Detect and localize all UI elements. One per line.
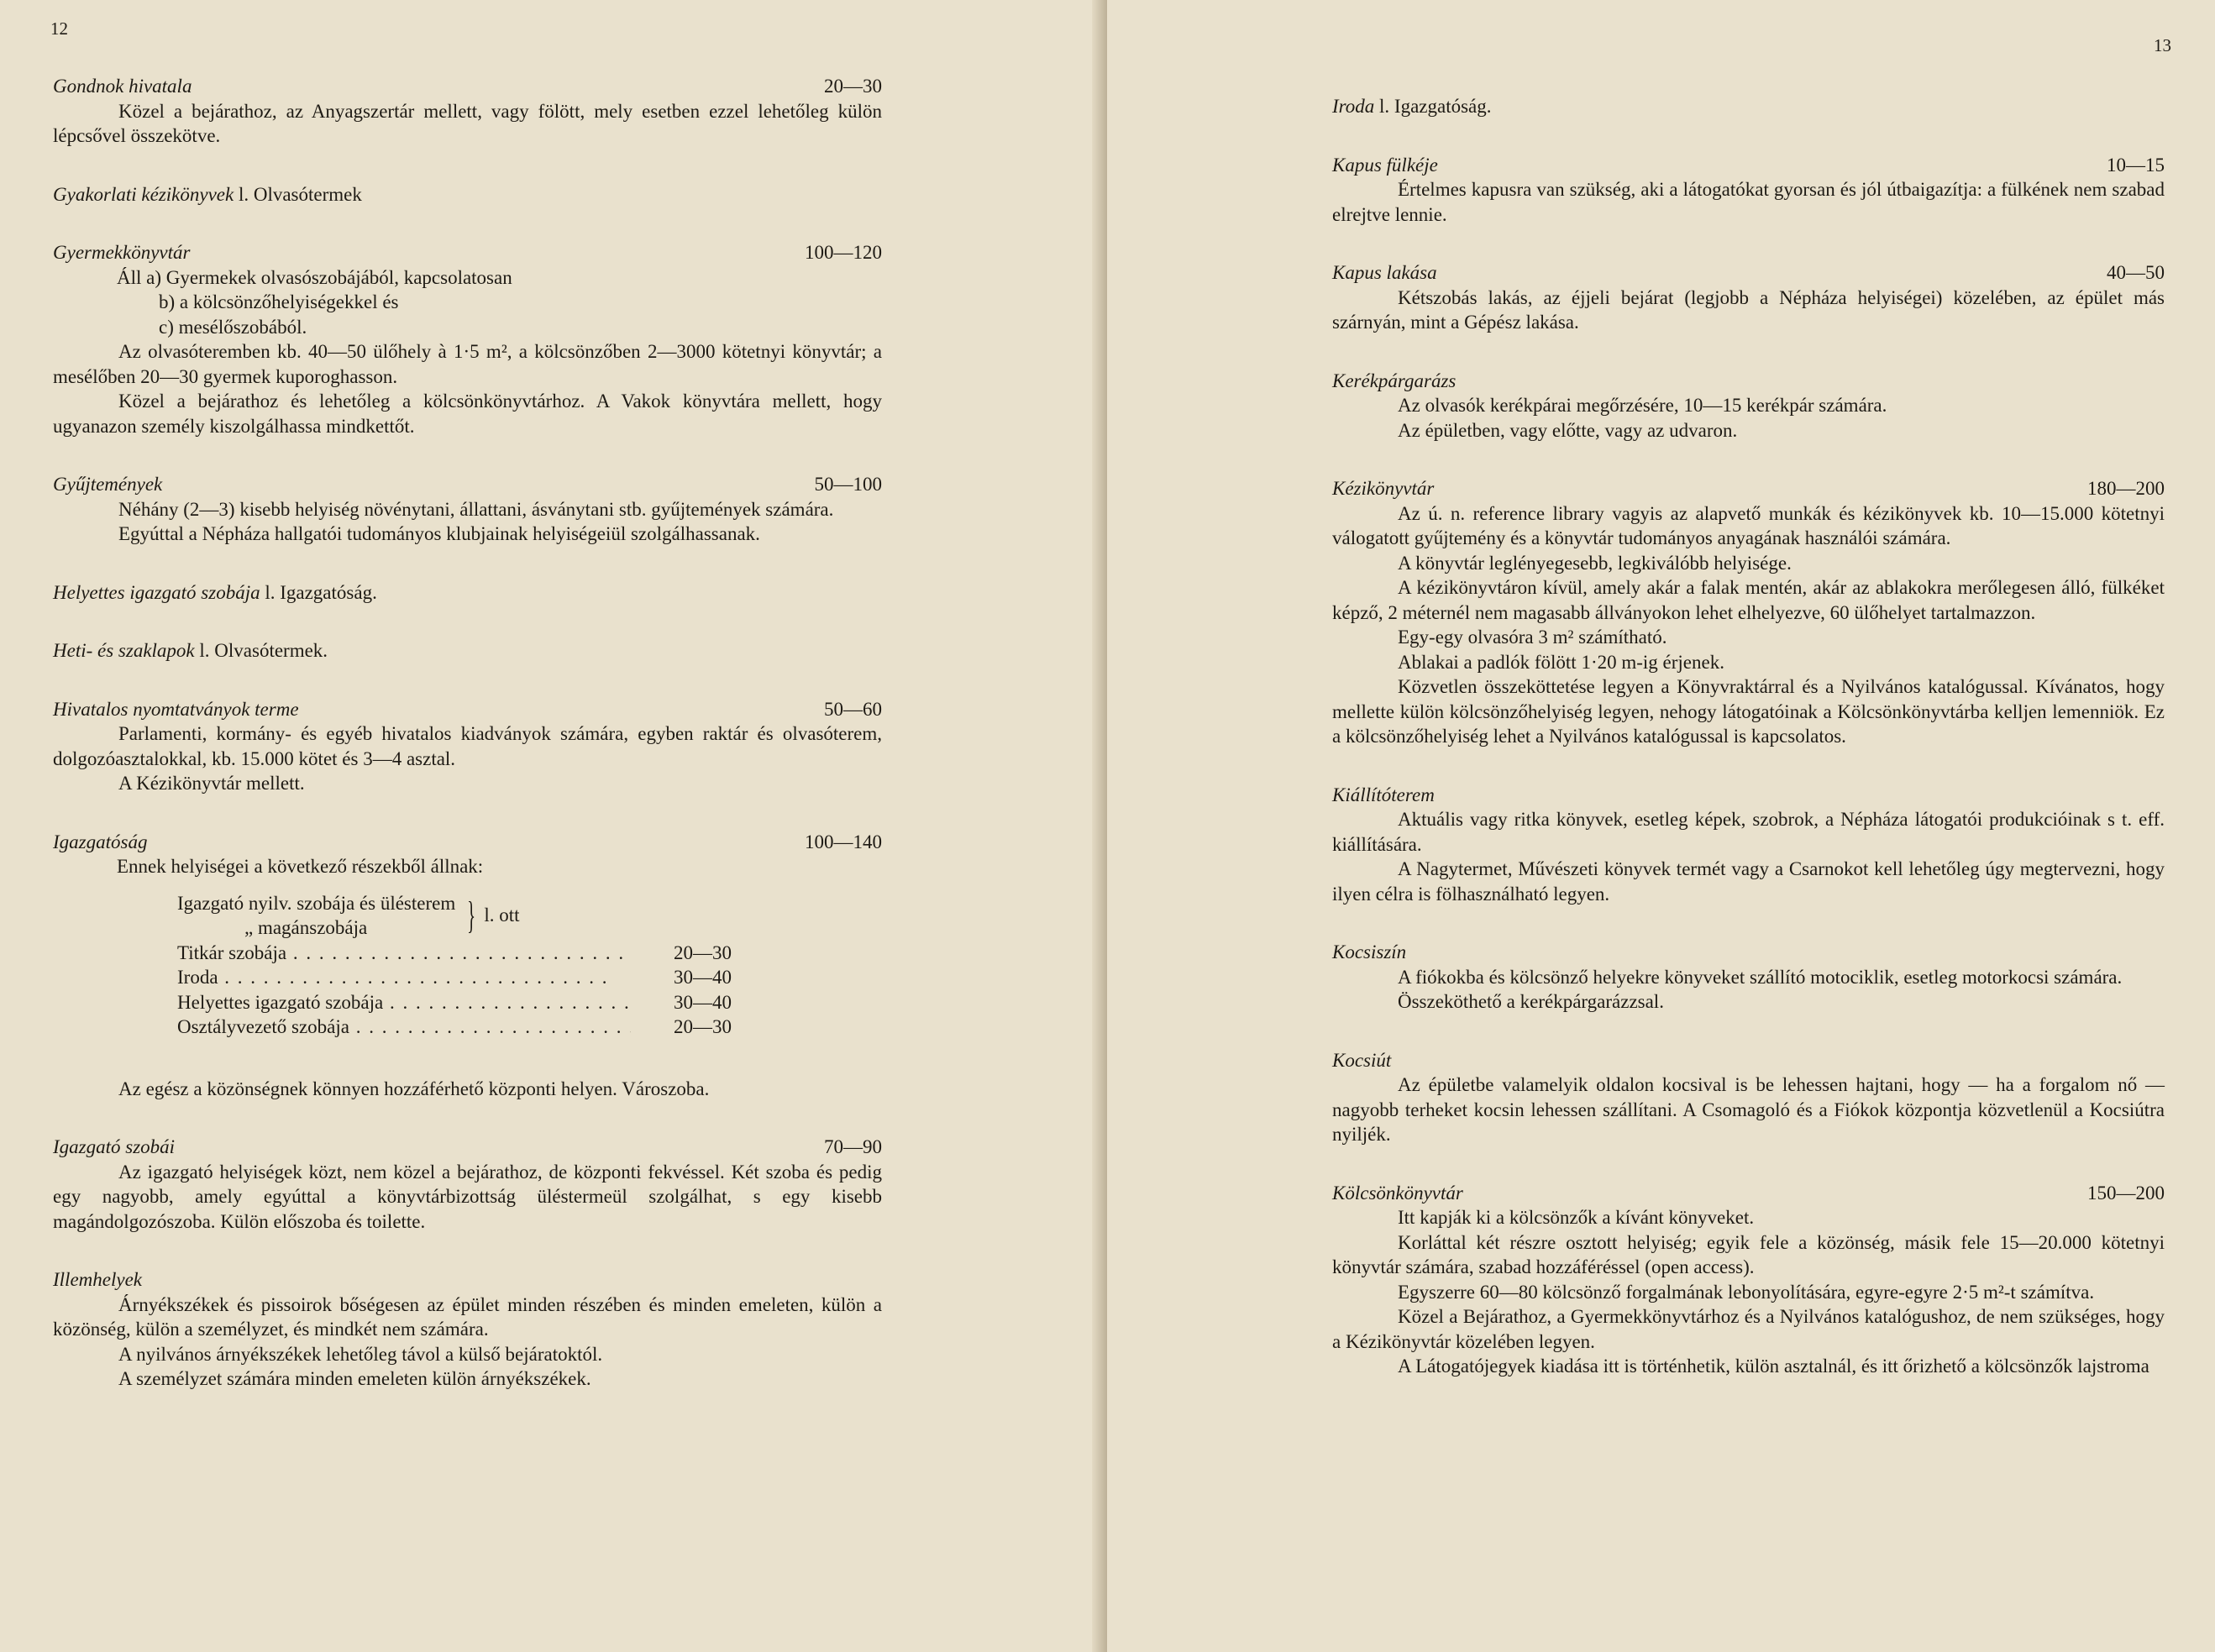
entry-kapus-lakasa bbox=[1332, 260, 2165, 335]
page-number: 12 bbox=[50, 18, 68, 39]
entry-title: Helyettes igazgató szobája bbox=[53, 581, 260, 603]
room-name: Iroda . . . bbox=[177, 965, 631, 990]
entry-range: 10—15 bbox=[2107, 154, 2165, 176]
entry-paragraph: Egyúttal a Népháza hallgatói tudományos klubjainak helyiségeiül szolgálhassanak. bbox=[118, 523, 760, 544]
entry-title: Hivatalos nyomtatványok terme bbox=[53, 698, 299, 720]
entry-title: Gyűjtemények bbox=[53, 474, 163, 495]
room-row bbox=[177, 941, 732, 966]
entry-range: 20—30 bbox=[824, 76, 882, 97]
entry-title: Kézikönyvtár bbox=[1332, 478, 1435, 499]
entry-head bbox=[1332, 1181, 2165, 1206]
entry-head bbox=[53, 240, 882, 265]
entry-paragraph: Árnyékszékek és pissoirok bőségesen az épület minden részében és minden emeleten, külön a közönség, külön a személyzet, és mindkét nem számára. bbox=[53, 1293, 882, 1340]
list-line: c) mesélőszobából. bbox=[159, 316, 307, 338]
entry-igazgato-szobai bbox=[53, 1135, 882, 1234]
entry-paragraph: Az igazgató helyiségek közt, nem közel a bejárathoz, de központi fekvéssel. Két szoba és pedig egy nagyobb, amely egyúttal a könyvtárbizottság üléstermeül szolgálhat, s egy kisebb magándolgozószoba. Külön előszoba és toilette. bbox=[53, 1161, 882, 1232]
entry-head bbox=[1332, 153, 2165, 178]
entry-gondnok-hivatala bbox=[53, 74, 882, 149]
room-value: 20—30 bbox=[674, 941, 732, 963]
entry-kerekpargarazs bbox=[1332, 369, 2165, 443]
entry-title: Iroda bbox=[1332, 96, 1375, 117]
room-name: Helyettes igazgató szobája . . . bbox=[177, 990, 631, 1015]
entry-kiallitoterem bbox=[1332, 783, 2165, 907]
entry-paragraph: Az olvasóteremben kb. 40—50 ülőhely à 1·5 m², a kölcsönzőben 2—3000 kötetnyi könyvtár; a mesélőben 20—30 gyermek kuporoghasson. bbox=[53, 341, 882, 387]
list-line: Áll a) Gyermekek olvasószobájából, kapcsolatosan bbox=[117, 266, 512, 288]
entry-title: Kapus fülkéje bbox=[1332, 154, 1438, 176]
entry-iroda bbox=[1332, 94, 2165, 119]
entry-paragraph: Közel a bejárathoz, az Anyagszertár mellett, vagy fölött, mely esetben ezzel lehetőleg külön lépcsővel összekötve. bbox=[53, 100, 882, 146]
room-value: 20—30 bbox=[674, 1016, 732, 1037]
entry-head bbox=[53, 580, 882, 606]
entry-paragraph: Ennek helyiségei a következő részekből állnak: bbox=[117, 856, 484, 877]
entry-range: 70—90 bbox=[824, 1136, 882, 1157]
entry-head bbox=[53, 638, 882, 663]
entry-kocsiszin bbox=[1332, 940, 2165, 1015]
entry-see-ref: l. Olvasótermek. bbox=[199, 640, 328, 661]
entry-kezikonyvtar bbox=[1332, 476, 2165, 749]
room-value: 30—40 bbox=[674, 991, 732, 1013]
entry-head bbox=[53, 1267, 882, 1293]
entry-title: Heti- és szaklapok bbox=[53, 640, 195, 661]
entry-gyakorlati-kezikonyvek bbox=[53, 182, 882, 207]
entry-paragraph: Közvetlen összeköttetése legyen a Könyvraktárral és a Nyilvános katalógussal. Kívánatos, hogy mellette külön kölcsönzőhelyiség legyen, nehogy látogatóinak a Kölcsönkönyvtárba kelljen lemenniök. Ez a kölcsönzőhelyiség lehet a Nyilvános katalógussal is kapcsolatos. bbox=[1332, 676, 2165, 747]
entry-head bbox=[1332, 94, 2165, 119]
entry-igazgatosag bbox=[53, 830, 882, 1102]
entry-paragraph: Az egész a közönségnek könnyen hozzáférhető központi helyen. Városzoba. bbox=[118, 1078, 710, 1099]
entry-paragraph: A nyilvános árnyékszékek lehetőleg távol a külső bejáratoktól. bbox=[118, 1343, 603, 1365]
entry-title: Kapus lakása bbox=[1332, 262, 1437, 283]
entry-head bbox=[1332, 940, 2165, 965]
entry-head bbox=[1332, 369, 2165, 394]
entry-paragraph: Az épületben, vagy előtte, vagy az udvaron. bbox=[1398, 419, 1738, 441]
entry-range: 50—60 bbox=[824, 698, 882, 720]
entry-paragraph: A Nagytermet, Művészeti könyvek termét vagy a Csarnokot kell lehetőleg úgy megtervezni, hogy ilyen célra is fölhasználható legyen. bbox=[1332, 858, 2165, 905]
rooms-table bbox=[177, 891, 732, 1040]
entry-paragraph: Közel a bejárathoz és lehetőleg a kölcsönkönyvtárhoz. A Vakok könyvtára mellett, hogy ugyanazon személy kiszolgálhassa mindkettőt. bbox=[53, 391, 882, 437]
brace-ref: l. ott bbox=[484, 905, 520, 926]
entry-paragraph: Itt kapják ki a kölcsönzők a kívánt könyveket. bbox=[1398, 1207, 1755, 1228]
entry-helyettes-igazgato bbox=[53, 580, 882, 606]
entry-head bbox=[1332, 476, 2165, 501]
entry-paragraph: Egy-egy olvasóra 3 m² számítható. bbox=[1398, 627, 1667, 648]
entry-gyujtemenyek bbox=[53, 472, 882, 547]
entry-title: Igazgató szobái bbox=[53, 1136, 176, 1157]
entry-see-ref: l. Igazgatóság. bbox=[265, 581, 377, 603]
entry-paragraph: A kézikönyvtáron kívül, amely akár a falak mentén, akár az ablakokra merőlegesen álló, fülkéket képző, 2 méternél nem magasabb állványokon lehet elhelyezve, 60 ülőhelyet tartalmazzon. bbox=[1332, 577, 2165, 623]
entry-title: Kiállítóterem bbox=[1332, 784, 1435, 805]
right-page bbox=[1107, 0, 2215, 1652]
entry-title: Gyermekkönyvtár bbox=[53, 242, 191, 263]
left-page bbox=[0, 0, 1107, 1652]
entry-range: 100—120 bbox=[805, 242, 882, 263]
entry-paragraph: A fiókokba és kölcsönző helyekre könyveket szállító motociklik, esetleg motorkocsi számára. bbox=[1398, 966, 2123, 988]
entry-paragraph: Az ú. n. reference library vagyis az alapvető munkák és kézikönyvek kb. 10—15.000 kötetnyi válogatott gyűjtemény és a könyvtár tudományos anyagának használói számára. bbox=[1332, 502, 2165, 548]
entry-see-ref: l. Olvasótermek bbox=[238, 183, 362, 205]
entry-gyermekkonyvtar bbox=[53, 240, 882, 438]
room-name: Titkár szobája . . . bbox=[177, 941, 631, 966]
entry-head bbox=[1332, 1048, 2165, 1073]
entry-range: 150—200 bbox=[2087, 1182, 2165, 1204]
entry-title: Kerékpárgarázs bbox=[1332, 370, 1457, 391]
room-value: 30—40 bbox=[674, 967, 732, 988]
entry-heti-szaklapok bbox=[53, 638, 882, 663]
entry-title: Kocsiszín bbox=[1332, 941, 1407, 962]
brace-icon: } bbox=[467, 894, 476, 936]
room-line: Igazgató nyilv. szobája és ülésterem bbox=[177, 892, 456, 914]
entry-range: 100—140 bbox=[805, 831, 882, 852]
entry-title: Gondnok hivatala bbox=[53, 76, 192, 97]
entry-paragraph: Az olvasók kerékpárai megőrzésére, 10—15 kerékpár számára. bbox=[1398, 395, 1887, 416]
entry-head bbox=[53, 74, 882, 99]
entry-paragraph: Az épületbe valamelyik oldalon kocsival is be lehessen hajtani, hogy — ha a forgalom nő — nagyobb terheket kocsin lehessen szállítani. A Csomagoló és a Fiókok központja közvetlenül a Kocsiútra nyiljék. bbox=[1332, 1074, 2165, 1145]
entry-paragraph: Néhány (2—3) kisebb helyiség növénytani, állattani, ásványtani stb. gyűjtemények számára. bbox=[118, 498, 834, 520]
entry-illemhelyek bbox=[53, 1267, 882, 1392]
entry-head bbox=[53, 182, 882, 207]
entry-head bbox=[53, 1135, 882, 1160]
entry-range: 40—50 bbox=[2107, 262, 2165, 283]
entry-range: 50—100 bbox=[814, 474, 882, 495]
entry-head bbox=[53, 472, 882, 497]
entry-title: Illemhelyek bbox=[53, 1269, 142, 1290]
entry-paragraph: Korláttal két részre osztott helyiség; egyik fele a közönség, másik fele 15—20.000 kötetnyi könyvtár számára, szabad hozzáféréssel (open access). bbox=[1332, 1231, 2165, 1277]
entry-kolcsonkonyvtar bbox=[1332, 1181, 2165, 1379]
entry-title: Igazgatóság bbox=[53, 831, 148, 852]
page-number: 13 bbox=[2154, 35, 2171, 55]
entry-see-ref: l. Igazgatóság. bbox=[1379, 96, 1492, 117]
entry-title: Kölcsönkönyvtár bbox=[1332, 1182, 1463, 1204]
entry-kapus-fulkeje bbox=[1332, 153, 2165, 228]
entry-paragraph: Ablakai a padlók fölött 1·20 m-ig érjenek. bbox=[1398, 651, 1724, 673]
room-row bbox=[177, 990, 732, 1015]
entry-title: Gyakorlati kézikönyvek bbox=[53, 183, 234, 205]
entry-range: 180—200 bbox=[2087, 478, 2165, 499]
entry-hivatalos-nyomtatvanyok bbox=[53, 697, 882, 796]
entry-paragraph: Összeköthető a kerékpárgarázzsal. bbox=[1398, 991, 1664, 1012]
brace-group bbox=[177, 891, 732, 941]
entry-paragraph: A Látogatójegyek kiadása itt is történhetik, külön asztalnál, és itt őrizhető a kölcsönzők lajstroma bbox=[1398, 1356, 2149, 1377]
entry-head bbox=[53, 697, 882, 722]
entry-head bbox=[1332, 783, 2165, 808]
entry-paragraph: Egyszerre 60—80 kölcsönző forgalmának lebonyolítására, egyre-egyre 2·5 m²-t számítva. bbox=[1398, 1281, 2095, 1303]
room-row bbox=[177, 1015, 732, 1040]
entry-paragraph: Parlamenti, kormány- és egyéb hivatalos kiadványok számára, egyben raktár és olvasóterem, dolgozóasztalokkal, kb. 15.000 kötet és 3—4 asztal. bbox=[53, 723, 882, 769]
entry-kocsiut bbox=[1332, 1048, 2165, 1147]
entry-title: Kocsiút bbox=[1332, 1049, 1392, 1071]
list-line: b) a kölcsönzőhelyiségekkel és bbox=[159, 291, 399, 312]
entry-paragraph: A személyzet számára minden emeleten külön árnyékszékek. bbox=[118, 1368, 591, 1389]
entry-paragraph: A könyvtár leglényegesebb, legkiválóbb helyisége. bbox=[1398, 552, 1792, 574]
room-row bbox=[177, 965, 732, 990]
room-name: Osztályvezető szobája . . . bbox=[177, 1015, 631, 1040]
entry-head bbox=[1332, 260, 2165, 286]
entry-paragraph: Értelmes kapusra van szükség, aki a látogatókat gyorsan és jól útbaigazítja: a fülkének nem szabad elrejtve lennie. bbox=[1332, 179, 2165, 225]
room-line: „ magánszobája bbox=[244, 917, 368, 938]
entry-head bbox=[53, 830, 882, 855]
entry-paragraph: A Kézikönyvtár mellett. bbox=[118, 773, 305, 794]
entry-paragraph: Aktuális vagy ritka könyvek, esetleg képek, szobrok, a Népháza látogatói produkcióinak s t. eff. kiállítására. bbox=[1332, 809, 2165, 855]
entry-paragraph: Közel a Bejárathoz, a Gyermekkönyvtárhoz és a Nyilvános katalógushoz, de nem szükséges, hogy a Kézikönyvtár közelében legyen. bbox=[1332, 1306, 2165, 1352]
entry-paragraph: Kétszobás lakás, az éjjeli bejárat (legjobb a Népháza helyiségei) közelében, az épület más szárnyán, mint a Gépész lakása. bbox=[1332, 286, 2165, 333]
